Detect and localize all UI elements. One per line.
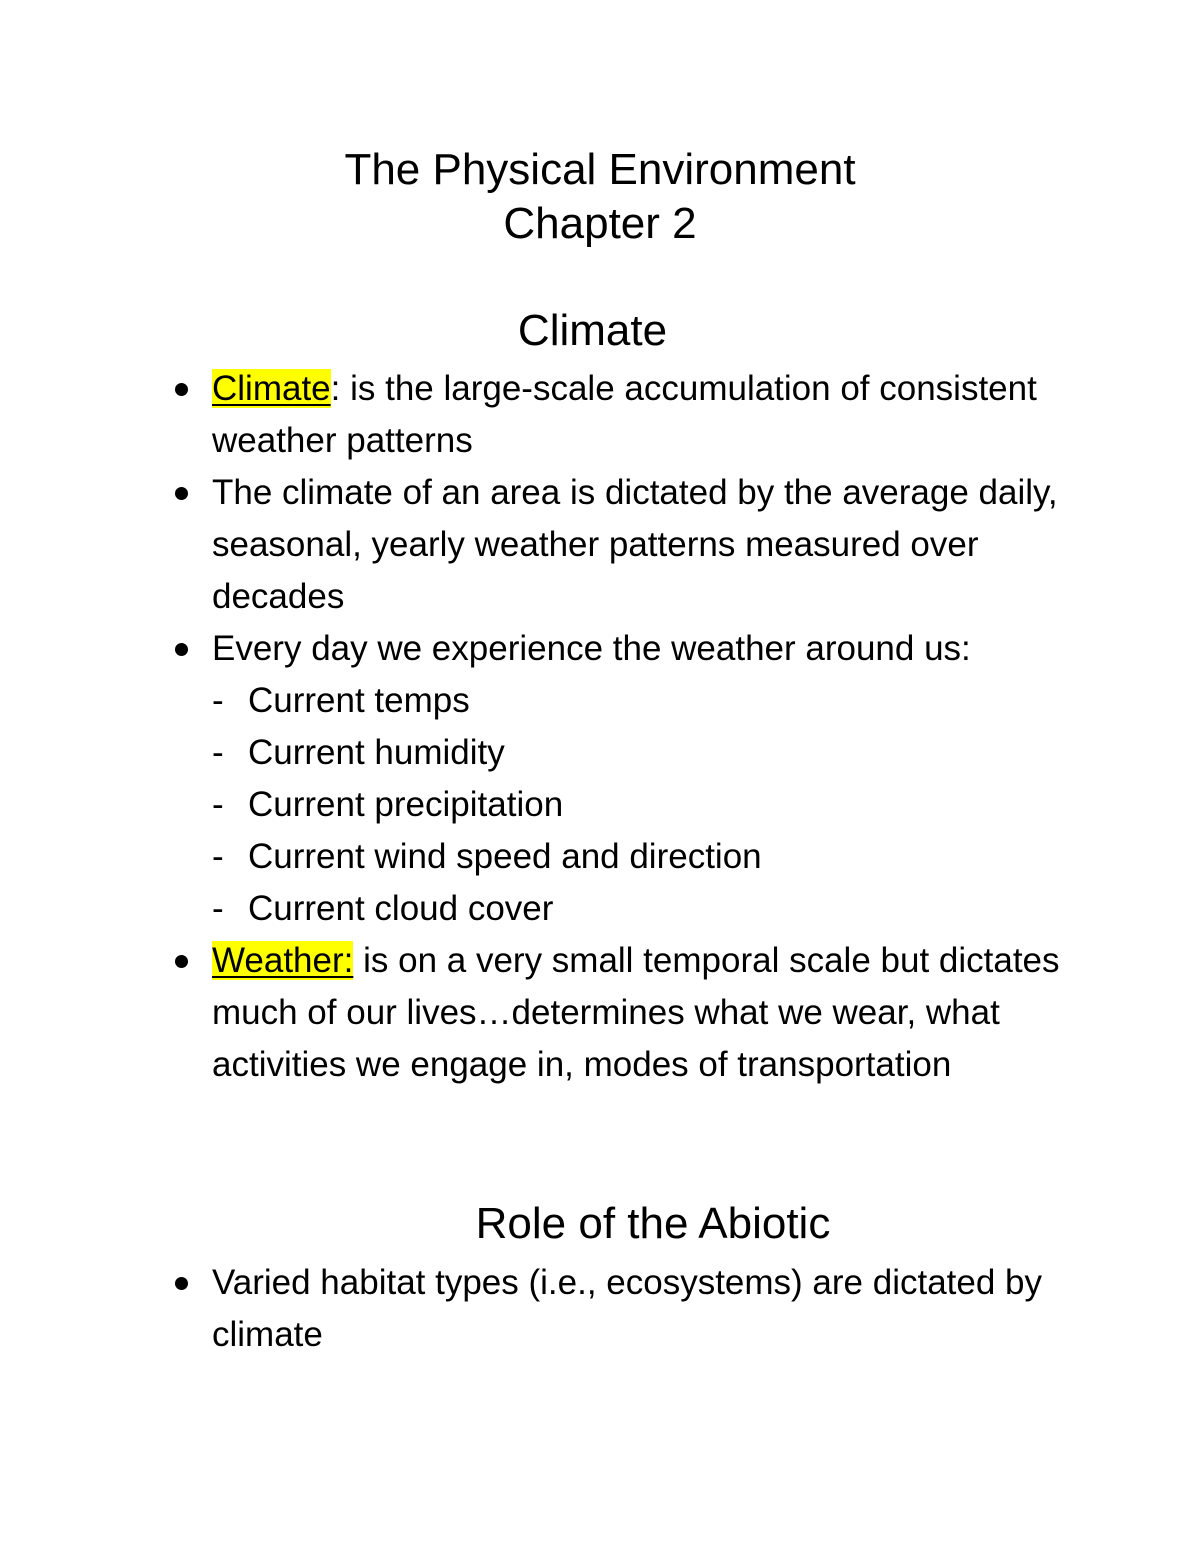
bullet-text: is on a very small temporal scale but dictates much of our lives…determines what we wear, what activities we engage in, modes of transportation — [212, 941, 1060, 1084]
sublist-item — [212, 779, 1072, 831]
bullet-climate-definition — [0, 363, 1072, 467]
document-title: The Physical Environment — [344, 145, 856, 194]
bullet-icon — [175, 383, 188, 396]
bullet-icon — [175, 643, 188, 656]
dash-marker: - — [212, 889, 224, 928]
climate-bullet-list — [0, 363, 1072, 1091]
sublist-text: Current humidity — [248, 733, 505, 772]
sublist-text: Current temps — [248, 681, 470, 720]
dash-marker: - — [212, 785, 224, 824]
bullet-icon — [175, 1277, 188, 1290]
term-weather: Weather: — [212, 941, 354, 980]
dash-marker: - — [212, 837, 224, 876]
sublist-text: Current cloud cover — [248, 889, 554, 928]
bullet-text: The climate of an area is dictated by the average daily, seasonal, yearly weather patterns measured over decades — [212, 473, 1058, 616]
chapter-label: Chapter 2 — [503, 199, 697, 248]
sublist-item — [212, 883, 1072, 935]
bullet-weather-definition — [0, 935, 1072, 1091]
bullet-icon — [175, 955, 188, 968]
sublist-item — [212, 675, 1072, 727]
bullet-text: is the large-scale accumulation of consistent weather patterns — [212, 369, 1037, 460]
sublist-item — [212, 831, 1072, 883]
weather-sublist — [212, 675, 1072, 935]
section-heading-abiotic: Role of the Abiotic — [475, 1199, 831, 1248]
bullet-habitat-types — [0, 1257, 1072, 1361]
bullet-climate-dictated — [0, 467, 1072, 623]
sublist-item — [212, 727, 1072, 779]
bullet-text: Every day we experience the weather around us: — [212, 629, 971, 668]
section-heading-climate: Climate — [517, 306, 668, 355]
term-climate: Climate — [212, 369, 331, 408]
abiotic-bullet-list — [0, 1257, 1072, 1361]
dash-marker: - — [212, 681, 224, 720]
dash-marker: - — [212, 733, 224, 772]
bullet-text: Varied habitat types (i.e., ecosystems) are dictated by climate — [212, 1263, 1043, 1354]
bullet-everyday-weather — [0, 623, 1072, 935]
sublist-text: Current wind speed and direction — [248, 837, 762, 876]
sublist-text: Current precipitation — [248, 785, 564, 824]
term-suffix: : — [330, 369, 341, 408]
bullet-icon — [175, 487, 188, 500]
